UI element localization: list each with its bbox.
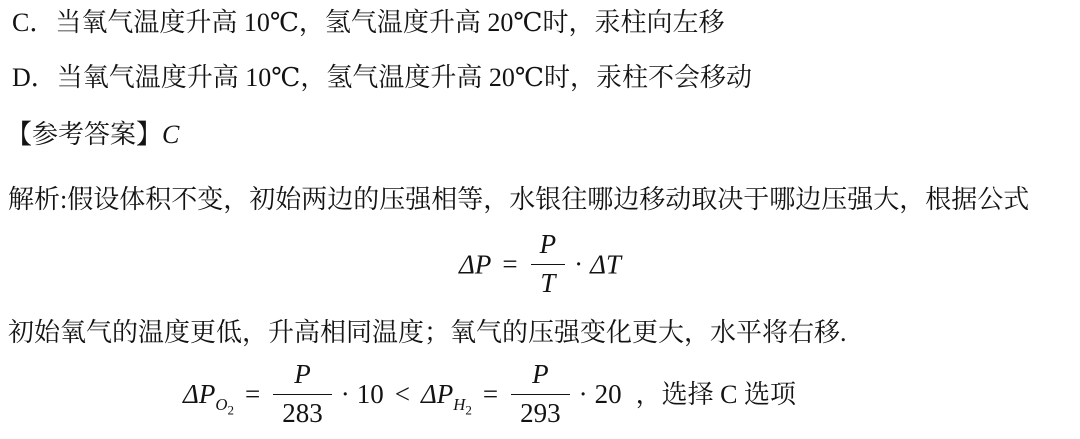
term-o2-sub: O — [215, 394, 228, 414]
term-o2-base: ΔP — [183, 379, 216, 410]
fraction-p-over-283 — [273, 360, 332, 428]
conclusion-text: ，选择 C 选项 — [635, 380, 796, 410]
multiplier-20: 20 — [594, 379, 622, 410]
option-d-label: D． — [12, 63, 57, 92]
dot-operator-1: · — [340, 379, 350, 410]
fraction-denominator: T — [540, 267, 556, 298]
option-d-row — [12, 62, 752, 95]
option-c-row — [12, 7, 725, 40]
dot-operator: · — [574, 249, 584, 280]
formula-main-lhs: ΔP — [459, 249, 492, 280]
term-delta-p-h2 — [420, 379, 472, 418]
fraction-2-numerator: P — [511, 360, 570, 395]
option-d-text: 当氧气温度升高 10℃，氢气温度升高 20℃时，汞柱不会移动 — [56, 63, 752, 92]
answer-line — [6, 119, 179, 152]
analysis-line-2: 初始氧气的温度更低，升高相同温度；氧气的压强变化更大，水平将右移. — [8, 318, 847, 347]
dot-operator-2: · — [578, 379, 588, 410]
term-o2-subsub: 2 — [227, 402, 234, 418]
answer-value: C — [162, 120, 180, 149]
option-c-label: C． — [12, 8, 56, 37]
analysis-line-1: 解析:假设体积不变，初始两边的压强相等，水银往哪边移动取决于哪边压强大，根据公式 — [8, 185, 1030, 214]
fraction-2-denominator: 293 — [520, 397, 561, 428]
fraction-1-denominator: 283 — [282, 397, 323, 428]
term-h2-sub: H — [453, 394, 466, 414]
term-h2-base: ΔP — [420, 379, 454, 410]
fraction-1-numerator: P — [273, 360, 332, 395]
option-c-text: 当氧气温度升高 10℃，氢气温度升高 20℃时，汞柱向左移 — [55, 8, 725, 37]
equals-sign-2: = — [482, 379, 499, 410]
equals-sign-1: = — [244, 379, 261, 410]
fraction-numerator: P — [531, 230, 566, 265]
less-than-sign: < — [394, 379, 410, 410]
answer-prefix: 【参考答案】 — [6, 120, 163, 149]
equals-sign: = — [502, 249, 518, 280]
term-delta-p-o2 — [183, 379, 234, 418]
formula-comparison — [183, 359, 796, 431]
fraction-p-over-293 — [511, 360, 570, 428]
formula-main-rhs: ΔT — [590, 249, 621, 280]
term-h2-subsub: 2 — [465, 402, 472, 418]
fraction-p-over-t — [531, 230, 566, 298]
multiplier-10: 10 — [356, 379, 384, 410]
formula-main — [0, 229, 1080, 301]
